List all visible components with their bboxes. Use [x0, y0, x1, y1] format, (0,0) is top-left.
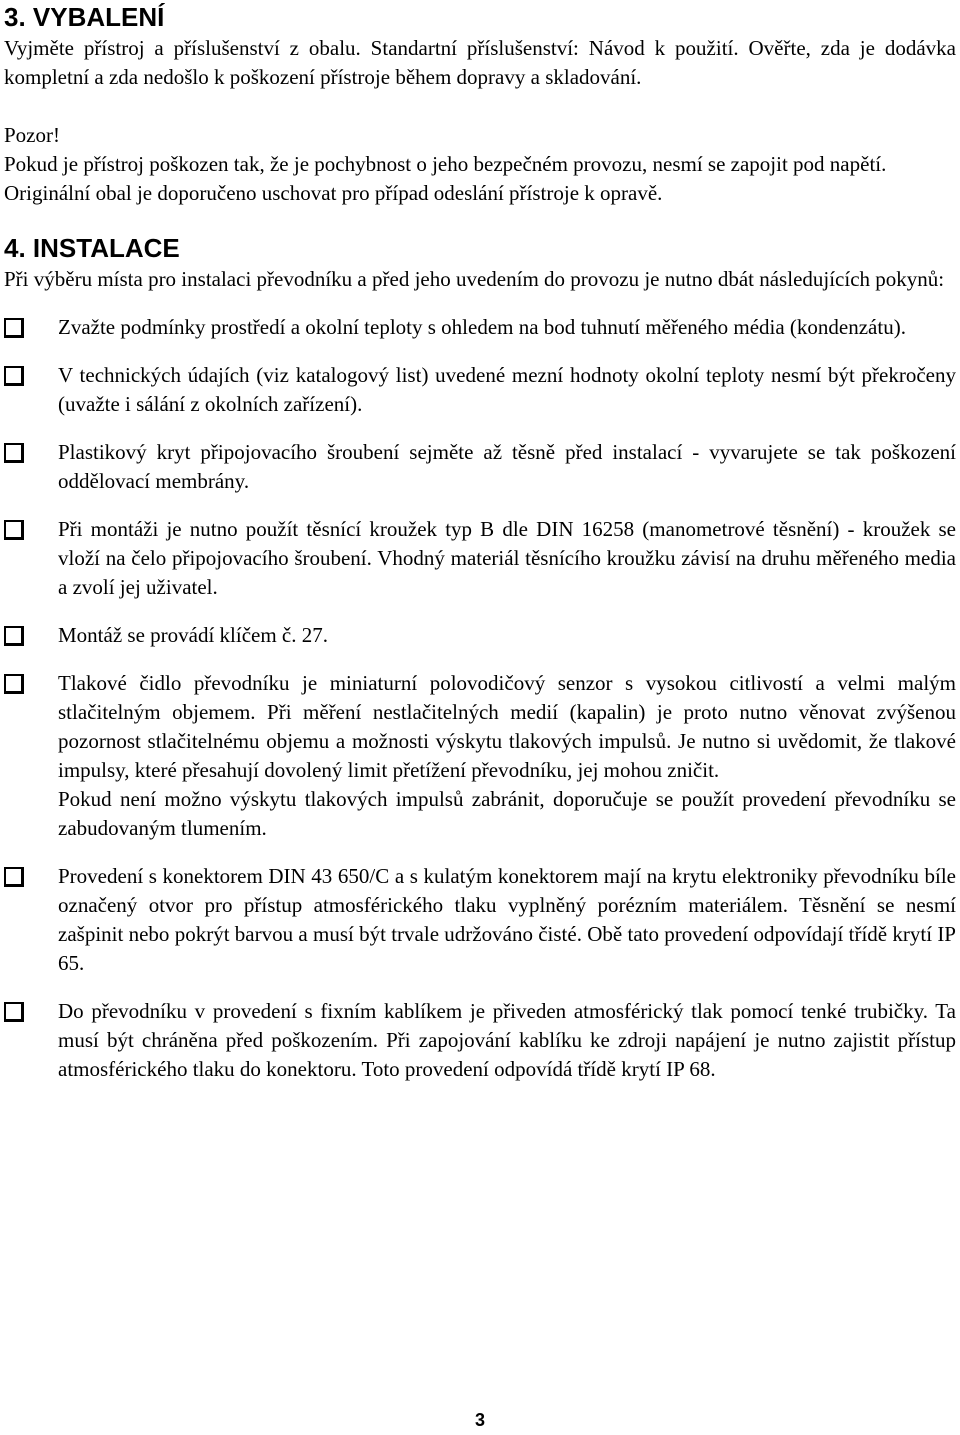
checkbox-icon [4, 443, 24, 463]
section-3-title: 3. VYBALENÍ [4, 2, 165, 32]
checkbox-icon [4, 318, 24, 338]
list-item-text: Tlakové čidlo převodníku je miniaturní polovodičový senzor s vysokou citlivostí a velmi malým stlačitelným objemem. Při měření nestlačitelných medií (kapalin) je proto nutno věnovat zvýšenou pozornost stlačitelnému objemu a možnosti výskytu tlakových impulsů. Je nutno si uvědomit, že tlakové impulsy, které přesahují dovolený limit přetížení převodníku, jej mohou zničit. [58, 671, 956, 782]
page-content [4, 0, 956, 1084]
checkbox-icon [4, 1002, 24, 1022]
list-item-text: Plastikový kryt připojovacího šroubení sejměte až těsně před instalací - vyvarujete se tak poškození oddělovací membrány. [58, 440, 956, 493]
installation-instructions-list [4, 313, 956, 1084]
list-item-text: Při montáži je nutno použít těsnící kroužek typ B dle DIN 16258 (manometrové těsnění) - kroužek se vloží na čelo připojovacího šroubení. Vhodný materiál těsnícího kroužku závisí na druhu měřeného media a zvolí jej uživatel. [58, 517, 956, 599]
list-item [4, 438, 956, 496]
list-item [4, 669, 956, 843]
warning-paragraph-2: Originální obal je doporučeno uschovat pro případ odeslání přístroje k opravě. [4, 181, 663, 205]
list-item [4, 313, 956, 342]
checkbox-icon [4, 867, 24, 887]
warning-title: Pozor! [4, 123, 60, 147]
list-item-text: Montáž se provádí klíčem č. 27. [58, 623, 329, 647]
checkbox-icon [4, 366, 24, 386]
list-item [4, 361, 956, 419]
list-item-text: Zvažte podmínky prostředí a okolní teploty s ohledem na bod tuhnutí měřeného média (kondenzátu). [58, 315, 906, 339]
checkbox-icon [4, 520, 24, 540]
warning-paragraph-1: Pokud je přístroj poškozen tak, že je pochybnost o jeho bezpečném provozu, nesmí se zapojit pod napětí. [4, 152, 887, 176]
list-item [4, 621, 956, 650]
page-number: 3 [474, 1410, 485, 1430]
unpacking-paragraph: Vyjměte přístroj a příslušenství z obalu. Standartní příslušenství: Návod k použití. Ověřte, zda je dodávka kompletní a zda nedošlo k poškození přístroje během dopravy a skladování. [4, 36, 956, 89]
list-item [4, 997, 956, 1084]
checkbox-icon [4, 674, 24, 694]
installation-intro: Při výběru místa pro instalaci převodníku a před jeho uvedením do provozu je nutno dbát následujících pokynů: [4, 267, 945, 291]
list-item-extra-text: Pokud není možno výskytu tlakových impulsů zabránit, doporučuje se použít provedení převodníku se zabudovaným tlumením. [58, 787, 956, 840]
list-item-text: V technických údajích (viz katalogový list) uvedené mezní hodnoty okolní teploty nesmí být překročeny (uvažte i sálání z okolních zařízení). [58, 363, 956, 416]
list-item-text: Provedení s konektorem DIN 43 650/C a s kulatým konektorem mají na krytu elektroniky převodníku bíle označený otvor pro přístup atmosférického tlaku vyplněný porézním materiálem. Těsnění se nesmí zašpinit nebo pokrýt barvou a musí být trvale udržováno čisté. Obě tato provedení odpovídají třídě krytí IP 65. [58, 864, 956, 975]
list-item [4, 862, 956, 978]
list-item-text: Do převodníku v provedení s fixním kablíkem je přiveden atmosférický tlak pomocí tenké trubičky. Ta musí být chráněna před poškozením. Při zapojování kablíku ke zdroji napájení je nutno zajistit přístup atmosférického tlaku do konektoru. Toto provedení odpovídá třídě krytí IP 68. [58, 999, 956, 1081]
list-item [4, 515, 956, 602]
checkbox-icon [4, 626, 24, 646]
section-4-title: 4. INSTALACE [4, 233, 180, 263]
